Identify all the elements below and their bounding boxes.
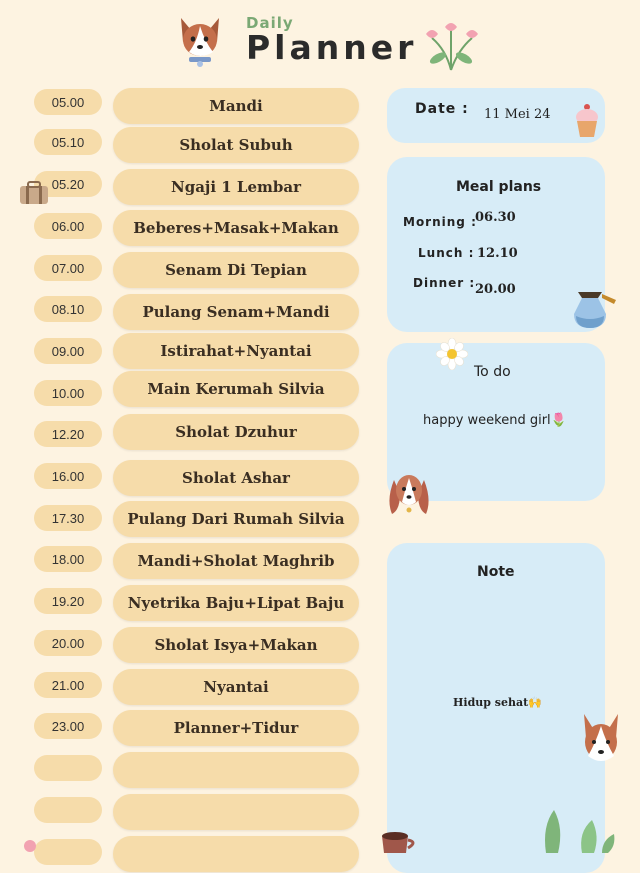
cupcake-icon xyxy=(574,103,600,139)
time-slot: 18.00 xyxy=(34,546,102,572)
corgi-dog-icon xyxy=(580,712,622,770)
task-slot: Beberes+Masak+Makan xyxy=(113,210,359,246)
time-slot: 20.00 xyxy=(34,630,102,656)
task-slot: Nyantai xyxy=(113,669,359,705)
task-slot: Main Kerumah Silvia xyxy=(113,371,359,407)
spaniel-dog-icon xyxy=(386,470,432,520)
task-slot xyxy=(113,794,359,830)
task-slot: Pulang Senam+Mandi xyxy=(113,294,359,330)
time-slot: 19.20 xyxy=(34,588,102,614)
header-daily: Daily xyxy=(246,14,294,32)
task-slot xyxy=(113,836,359,872)
time-slot: 08.10 xyxy=(34,296,102,322)
time-slot: 05.20 xyxy=(34,171,102,197)
dinner-value: 20.00 xyxy=(475,282,516,297)
morning-label: Morning : xyxy=(403,215,477,229)
dinner-label: Dinner : xyxy=(413,276,476,290)
time-slot: 23.00 xyxy=(34,713,102,739)
time-slot xyxy=(34,797,102,823)
task-slot: Pulang Dari Rumah Silvia xyxy=(113,501,359,537)
daisy-icon xyxy=(436,338,468,370)
time-slot xyxy=(34,755,102,781)
time-slot: 06.00 xyxy=(34,213,102,239)
morning-value: 06.30 xyxy=(475,210,516,225)
task-slot: Planner+Tidur xyxy=(113,710,359,746)
time-slot: 16.00 xyxy=(34,463,102,489)
page-title: Planner xyxy=(246,28,418,67)
lunch-value: 12.10 xyxy=(477,246,518,261)
task-slot: Mandi+Sholat Maghrib xyxy=(113,543,359,579)
meal-plans-title: Meal plans xyxy=(456,179,542,195)
time-slot: 05.10 xyxy=(34,129,102,155)
task-slot: Sholat Dzuhur xyxy=(113,414,359,450)
time-slot: 12.20 xyxy=(34,421,102,447)
date-label: Date : xyxy=(415,101,469,117)
note-title: Note xyxy=(477,564,515,580)
leaf-plant-icon xyxy=(538,806,618,853)
task-slot: Sholat Isya+Makan xyxy=(113,627,359,663)
task-slot: Sholat Ashar xyxy=(113,460,359,496)
time-slot: 05.00 xyxy=(34,89,102,115)
suitcase-icon xyxy=(18,180,50,206)
flower-icon xyxy=(20,838,40,853)
time-slot: 21.00 xyxy=(34,672,102,698)
task-slot: Istirahat+Nyantai xyxy=(113,333,359,369)
todo-text: happy weekend girl🌷 xyxy=(423,413,567,428)
date-value: 11 Mei 24 xyxy=(484,107,551,122)
lunch-label: Lunch : xyxy=(418,246,475,260)
time-slot: 09.00 xyxy=(34,338,102,364)
tulip-bouquet-icon xyxy=(416,20,486,72)
time-slot: 17.30 xyxy=(34,505,102,531)
note-text: Hidup sehat🙌 xyxy=(453,696,542,709)
coffee-pot-icon xyxy=(568,284,620,332)
task-slot: Ngaji 1 Lembar xyxy=(113,169,359,205)
task-slot: Nyetrika Baju+Lipat Baju xyxy=(113,585,359,621)
time-slot: 07.00 xyxy=(34,255,102,281)
time-slot xyxy=(34,839,102,865)
time-slot: 10.00 xyxy=(34,380,102,406)
todo-title: To do xyxy=(474,364,511,380)
date-card xyxy=(387,88,605,143)
task-slot: Mandi xyxy=(113,88,359,124)
task-slot: Sholat Subuh xyxy=(113,127,359,163)
task-slot: Senam Di Tepian xyxy=(113,252,359,288)
coffee-mug-icon xyxy=(378,830,420,853)
task-slot xyxy=(113,752,359,788)
header-dog-icon xyxy=(175,12,225,70)
